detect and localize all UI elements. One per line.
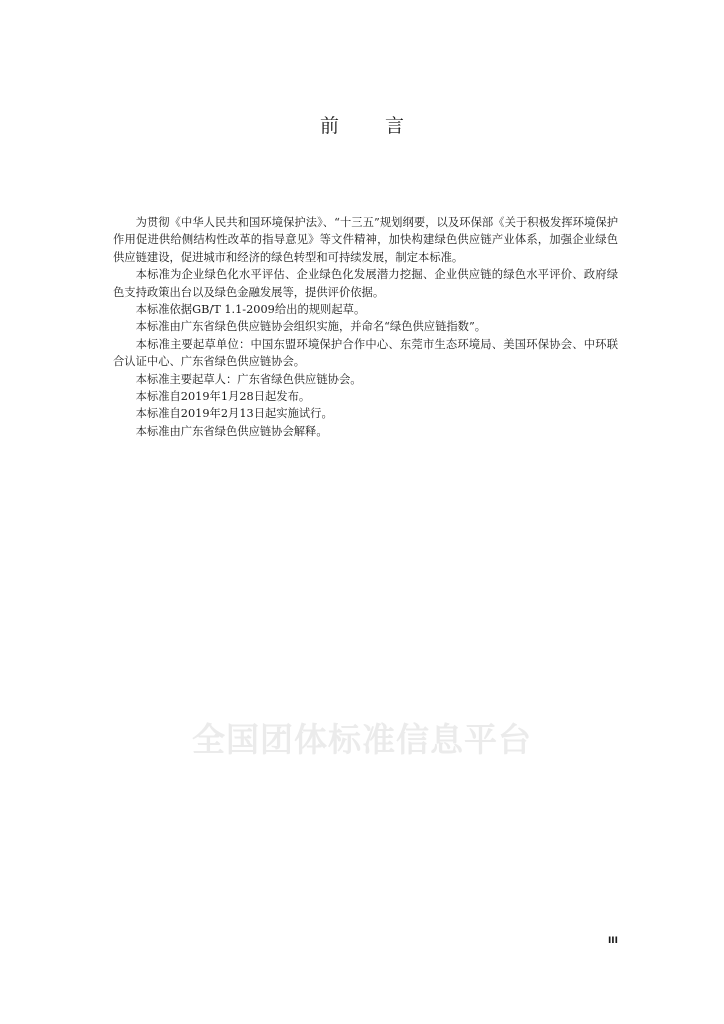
paragraph-interpretation: 本标准由广东省绿色供应链协会解释。 (135, 424, 328, 438)
preface-body (113, 214, 618, 440)
paragraph-drafting-rules: 本标准依据GB/T 1.1-2009给出的规则起草。 (135, 303, 366, 317)
paragraph-effective-date: 本标准自2019年2月13日起实施试行。 (135, 407, 333, 421)
paragraph-purpose: 为贯彻《中华人民共和国环境保护法》、“十三五”规划纲要，以及环保部《关于积极发挥环境保护作用促进供给侧结构性改革的指导意见》等文件精神，加快构建绿色供应链产业体系，加强企业绿色供应链建设，促进城市和经济的绿色转型和可持续发展，制定本标准。 (113, 216, 618, 264)
paragraph-release-date: 本标准自2019年1月28日起发布。 (135, 390, 311, 404)
paragraph-implementation: 本标准由广东省绿色供应链协会组织实施，并命名“绿色供应链指数”。 (135, 320, 487, 334)
paragraph-drafting-units: 本标准主要起草单位：中国东盟环境保护合作中心、东莞市生态环境局、美国环保协会、中环联合认证中心、广东省绿色供应链协会。 (113, 337, 618, 369)
page-number: III (607, 936, 618, 946)
paragraph-drafters: 本标准主要起草人：广东省绿色供应链协会。 (135, 372, 362, 386)
paragraph-scope: 本标准为企业绿色化水平评估、企业绿色化发展潜力挖掘、企业供应链的绿色水平评价、政府绿色支持政策出台以及绿色金融发展等，提供评价依据。 (113, 268, 618, 299)
watermark: 全国团体标准信息平台 (192, 720, 532, 759)
page-title: 前 言 (319, 115, 425, 137)
